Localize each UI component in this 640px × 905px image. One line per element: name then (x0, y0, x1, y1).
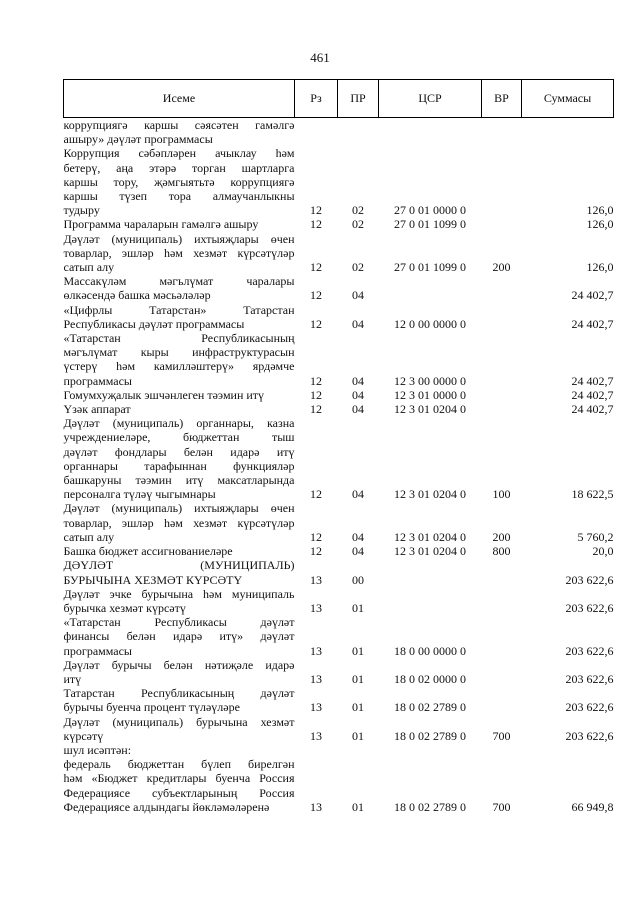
name-line: товарлар, эшләр һәм хезмәт күрсәтүләр (63, 245, 295, 260)
cell-csr (379, 274, 482, 302)
cell-pr: 04 (352, 288, 364, 303)
name-line: шул исәптән: (63, 742, 132, 757)
name-line: товарлар, эшләр һәм хезмәт күрсәтүләр (63, 515, 295, 530)
header-name: Исеме (64, 80, 295, 118)
header-sum: Суммасы (522, 80, 614, 118)
budget-table (63, 79, 614, 814)
name-line: Федерациясе алдындагы йөкләмәләренә (63, 799, 270, 814)
name-line: Федерациясе субъектларының Россия (63, 785, 295, 800)
cell-csr: 27 0 01 1099 0 (394, 260, 466, 275)
cell-name (64, 274, 295, 302)
cell-pr: 01 (352, 600, 364, 615)
cell-name (64, 118, 295, 147)
cell-vr (482, 146, 522, 217)
table-row (64, 232, 614, 275)
cell-pr: 01 (352, 671, 364, 686)
cell-pr: 04 (352, 487, 364, 502)
cell-pr: 04 (352, 316, 364, 331)
cell-csr: 12 3 01 0204 0 (394, 487, 466, 502)
cell-sum: 126,0 (586, 260, 614, 275)
cell-csr: 12 3 01 0204 0 (394, 544, 466, 559)
cell-name (64, 303, 295, 331)
cell-csr (379, 558, 482, 586)
cell-sum: 203 622,6 (565, 572, 614, 587)
cell-vr (482, 587, 522, 615)
name-line: Татарстан Республикасының дәүләт (63, 686, 295, 701)
table-row (64, 118, 614, 147)
cell-rz: 12 (310, 203, 322, 218)
table-row (64, 686, 614, 714)
cell-rz: 12 (310, 402, 322, 417)
cell-name (64, 232, 295, 275)
cell-vr (482, 331, 522, 388)
cell-sum: 203 622,6 (565, 728, 614, 743)
name-line: «Татарстан Республикасы дәүләт (63, 615, 295, 630)
cell-pr: 04 (352, 387, 364, 402)
cell-name (64, 686, 295, 714)
cell-pr: 02 (352, 260, 364, 275)
cell-csr: 18 0 02 2789 0 (394, 728, 466, 743)
cell-name (64, 743, 295, 757)
cell-vr (482, 274, 522, 302)
cell-rz: 13 (310, 799, 322, 814)
cell-rz: 13 (310, 671, 322, 686)
name-line: каршы тору, җәмгыятьтә коррупциягә (63, 174, 295, 189)
table-row (64, 303, 614, 331)
name-line: ДӘҮЛӘТ (МУНИЦИПАЛЬ) (63, 558, 295, 573)
cell-rz: 12 (310, 544, 322, 559)
cell-name (64, 544, 295, 558)
cell-name (64, 217, 295, 231)
cell-sum: 24 402,7 (571, 288, 614, 303)
cell-sum: 24 402,7 (571, 387, 614, 402)
name-line: Программа чараларын гамәлгә ашыру (63, 217, 259, 232)
cell-pr: 02 (352, 217, 364, 232)
cell-csr: 12 0 00 0000 0 (394, 316, 466, 331)
cell-pr: 01 (352, 643, 364, 658)
cell-sum: 18 622,5 (571, 487, 614, 502)
name-line: сатып алу (63, 529, 115, 544)
cell-name (64, 715, 295, 743)
name-line: «Цифрлы Татарстан» Татарстан (63, 302, 295, 317)
cell-vr: 100 (492, 487, 511, 502)
cell-pr (338, 118, 379, 147)
cell-vr: 700 (492, 799, 511, 814)
cell-pr: 01 (352, 799, 364, 814)
cell-name (64, 402, 295, 416)
cell-name (64, 416, 295, 501)
header-rz: Рз (295, 80, 338, 118)
name-line: каршы түзеп тора алмаучанлыкны (63, 189, 295, 204)
cell-vr: 700 (492, 728, 511, 743)
name-line: персоналга түләү чыгымнары (63, 487, 216, 502)
name-line: программасы (63, 643, 132, 658)
name-line: БУРЫЧЫНА ХЕЗМӘТ КҮРСӘТҮ (63, 572, 243, 587)
cell-pr: 04 (352, 544, 364, 559)
cell-vr (482, 615, 522, 658)
cell-sum: 203 622,6 (565, 671, 614, 686)
header-csr: ЦСР (379, 80, 482, 118)
cell-sum: 24 402,7 (571, 402, 614, 417)
cell-vr (482, 388, 522, 402)
table-row (64, 217, 614, 231)
cell-sum: 20,0 (592, 544, 614, 559)
cell-sum: 24 402,7 (571, 373, 614, 388)
cell-pr: 00 (352, 572, 364, 587)
cell-pr: 01 (352, 728, 364, 743)
name-line: учреждениеләре, бюджеттан тыш (63, 430, 295, 445)
table-row (64, 146, 614, 217)
cell-vr (482, 558, 522, 586)
name-line: Дәүләт (муниципаль) ихтыяҗлары өчен (63, 231, 295, 246)
cell-pr: 02 (352, 203, 364, 218)
table-row (64, 544, 614, 558)
cell-sum (522, 118, 614, 147)
name-line: тудыру (63, 203, 100, 218)
cell-vr (482, 743, 522, 757)
name-line: Гомумхуҗалык эшчәнлеген тәэмин итү (63, 387, 265, 402)
table-row (64, 501, 614, 544)
name-line: Башка бюджет ассигнованиеләре (63, 544, 233, 559)
cell-rz: 13 (310, 600, 322, 615)
cell-sum: 5 760,2 (577, 529, 614, 544)
cell-vr (482, 402, 522, 416)
cell-csr: 12 3 01 0000 0 (394, 387, 466, 402)
cell-pr: 04 (352, 529, 364, 544)
cell-sum: 203 622,6 (565, 600, 614, 615)
cell-pr (338, 743, 379, 757)
cell-vr (482, 686, 522, 714)
cell-rz: 13 (310, 700, 322, 715)
name-line: Дәүләт (муниципаль) бурычына хезмәт (63, 714, 295, 729)
name-line: программасы (63, 373, 132, 388)
cell-sum: 66 949,8 (571, 799, 614, 814)
name-line: федераль бюджеттан бүлеп бирелгән (63, 757, 295, 772)
name-line: итү (63, 671, 82, 686)
name-line: һәм «Бюджет кредитлары буенча Россия (63, 771, 295, 786)
cell-sum: 24 402,7 (571, 316, 614, 331)
table-row (64, 274, 614, 302)
cell-csr: 18 0 02 0000 0 (394, 671, 466, 686)
cell-rz: 12 (310, 487, 322, 502)
table-header (64, 80, 614, 118)
cell-rz: 13 (310, 572, 322, 587)
cell-csr: 18 0 02 2789 0 (394, 700, 466, 715)
table-row (64, 615, 614, 658)
table-row (64, 757, 614, 814)
cell-rz: 12 (310, 316, 322, 331)
name-line: дәүләт фондлары белән идарә итү (63, 444, 295, 459)
cell-csr: 12 3 00 0000 0 (394, 373, 466, 388)
cell-name (64, 331, 295, 388)
header-vr: ВР (482, 80, 522, 118)
table-body (64, 118, 614, 814)
name-line: өлкәсендә башка мәсьәләләр (63, 288, 211, 303)
cell-sum: 203 622,6 (565, 643, 614, 658)
cell-name (64, 658, 295, 686)
cell-csr: 18 0 02 2789 0 (394, 799, 466, 814)
cell-csr: 12 3 01 0204 0 (394, 402, 466, 417)
name-line: ашыру» дәүләт программасы (63, 132, 213, 147)
cell-name (64, 388, 295, 402)
name-line: Коррупция сәбәпләрен ачыклау һәм (63, 146, 295, 161)
cell-vr (482, 217, 522, 231)
cell-csr: 27 0 01 0000 0 (394, 203, 466, 218)
cell-vr: 800 (492, 544, 511, 559)
cell-rz (295, 743, 338, 757)
name-line: коррупциягә каршы сәясәтен гамәлгә (63, 118, 295, 132)
cell-rz: 12 (310, 260, 322, 275)
name-line: Дәүләт (муниципаль) ихтыяҗлары өчен (63, 501, 295, 516)
cell-csr: 27 0 01 1099 0 (394, 217, 466, 232)
table-row (64, 331, 614, 388)
cell-rz: 12 (310, 387, 322, 402)
cell-name (64, 501, 295, 544)
name-line: Дәүләт эчке бурычына һәм муниципаль (63, 586, 295, 601)
cell-pr: 04 (352, 402, 364, 417)
name-line: Дәүләт бурычы белән нәтиҗәле идарә (63, 657, 295, 672)
cell-sum: 126,0 (586, 217, 614, 232)
table-row (64, 658, 614, 686)
cell-rz (295, 118, 338, 147)
name-line: бурычы буенча процент түләүләре (63, 700, 240, 715)
cell-csr: 18 0 00 0000 0 (394, 643, 466, 658)
name-line: үстерү һәм камилләштерү» ярдәмче (63, 359, 295, 374)
name-line: күрсәтү (63, 728, 104, 743)
name-line: бурычка хезмәт күрсәтү (63, 600, 186, 615)
cell-vr (482, 658, 522, 686)
cell-sum: 203 622,6 (565, 700, 614, 715)
table-row (64, 388, 614, 402)
name-line: сатып алу (63, 260, 115, 275)
cell-sum (522, 743, 614, 757)
cell-csr (379, 743, 482, 757)
cell-rz: 13 (310, 643, 322, 658)
cell-pr: 01 (352, 700, 364, 715)
cell-csr (379, 587, 482, 615)
table-row (64, 558, 614, 586)
table-row (64, 587, 614, 615)
table-row (64, 715, 614, 743)
name-line: Массакүләм мәгълүмат чаралары (63, 274, 295, 289)
name-line: Үзәк аппарат (63, 402, 131, 417)
cell-name (64, 615, 295, 658)
name-line: финансы белән идарә итү» дәүләт (63, 629, 295, 644)
header-pr: ПР (338, 80, 379, 118)
name-line: башкаруны тәэмин итү максатларында (63, 473, 295, 488)
table-row (64, 416, 614, 501)
cell-vr: 200 (492, 260, 511, 275)
cell-rz: 12 (310, 217, 322, 232)
cell-csr: 12 3 01 0204 0 (394, 529, 466, 544)
cell-pr: 04 (352, 373, 364, 388)
cell-csr (379, 118, 482, 147)
cell-vr (482, 118, 522, 147)
cell-name (64, 558, 295, 586)
cell-sum: 126,0 (586, 203, 614, 218)
cell-name (64, 757, 295, 814)
name-line: «Татарстан Республикасының (63, 331, 295, 346)
cell-name (64, 587, 295, 615)
name-line: бетерү, аңа этәрә торган шартларга (63, 160, 295, 175)
name-line: мәгълүмат кыры инфраструктурасын (63, 345, 295, 360)
name-line: Дәүләт (муниципаль) органнары, казна (63, 416, 295, 431)
page-number: 461 (310, 50, 330, 65)
table-row (64, 402, 614, 416)
cell-rz: 12 (310, 529, 322, 544)
cell-name (64, 146, 295, 217)
cell-vr: 200 (492, 529, 511, 544)
cell-rz: 12 (310, 373, 322, 388)
cell-rz: 12 (310, 288, 322, 303)
name-line: Республикасы дәүләт программасы (63, 316, 245, 331)
name-line: органнары тарафыннан функцияләр (63, 458, 295, 473)
table-row (64, 743, 614, 757)
cell-vr (482, 303, 522, 331)
cell-rz: 13 (310, 728, 322, 743)
